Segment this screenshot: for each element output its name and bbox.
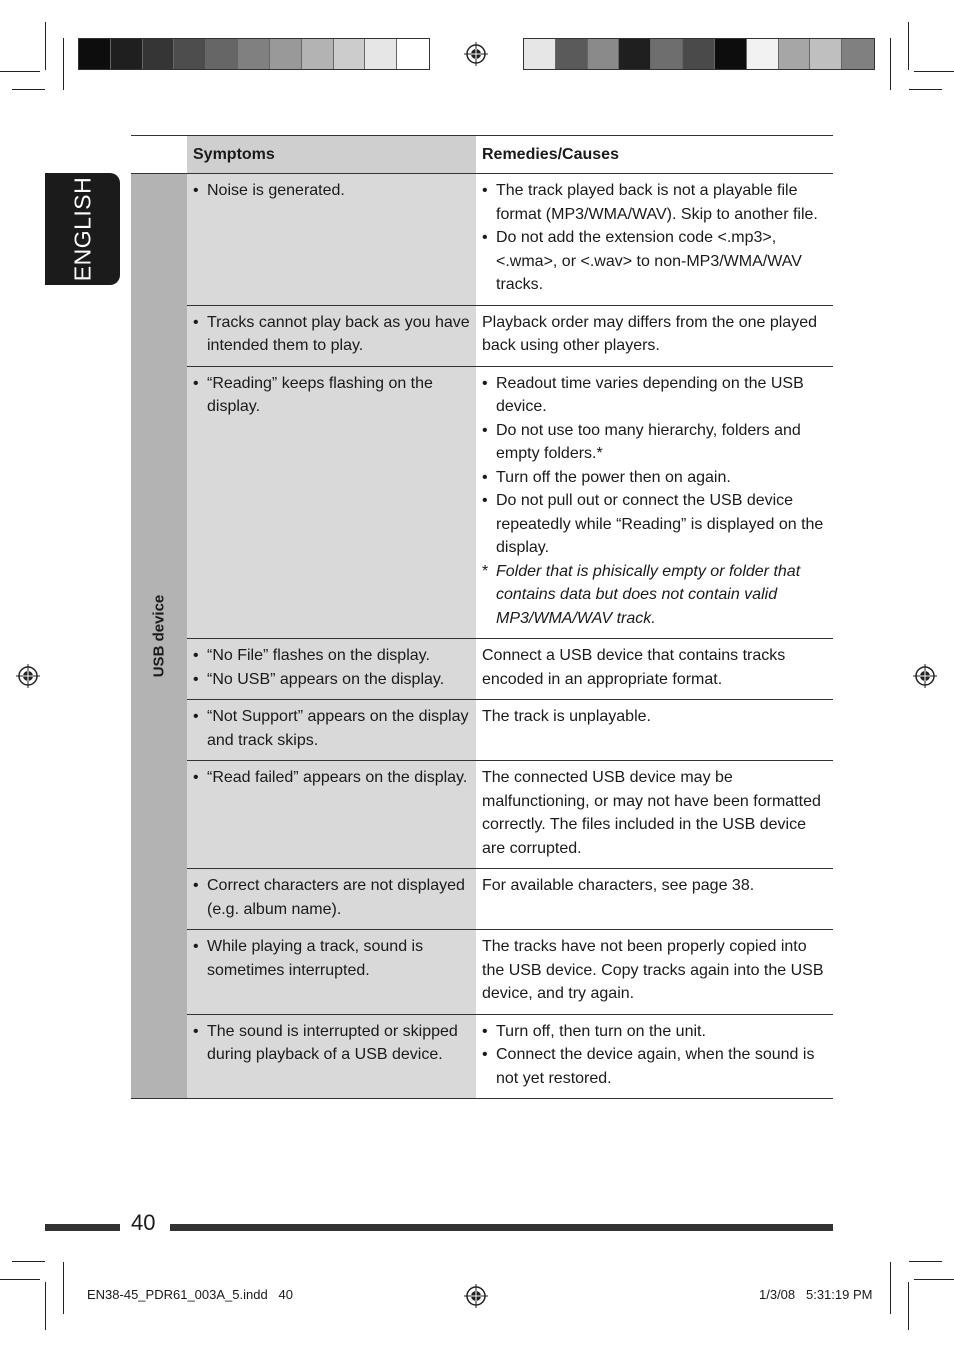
table-row: [187, 174, 833, 306]
remedy-cell: [476, 869, 833, 929]
symptom-item: • “Not Support” appears on the display and track skips.: [193, 705, 470, 752]
crop-mark: [0, 71, 40, 72]
crop-mark: [12, 89, 45, 90]
remedy-item: • Readout time varies depending on the USB device.: [482, 372, 827, 419]
crop-mark: [914, 71, 954, 72]
color-swatch: [334, 39, 366, 69]
symptom-item: • The sound is interrupted or skipped during playback of a USB device.: [193, 1020, 470, 1067]
color-swatch: [174, 39, 206, 69]
troubleshooting-table: [131, 135, 833, 1099]
remedy-cell: [476, 930, 833, 1014]
footnote-mark: *: [482, 562, 489, 580]
remedy-cell: [476, 1015, 833, 1099]
color-swatch: [810, 39, 842, 69]
table-rows: [187, 174, 833, 1098]
crop-mark: [0, 1279, 40, 1280]
remedy-item: • Turn off the power then on again.: [482, 466, 827, 490]
remedy-text: The tracks have not been properly copied into the USB device. Copy tracks again into the USB device, and try again.: [482, 938, 824, 1002]
symptom-cell: [187, 869, 476, 929]
color-calibration-bar-right: [523, 38, 875, 70]
remedy-item: • The track played back is not a playable file format (MP3/WMA/WAV). Skip to another file.: [482, 179, 827, 226]
symptom-item: • Tracks cannot play back as you have intended them to play.: [193, 311, 470, 358]
remedy-cell: [476, 639, 833, 699]
color-swatch: [206, 39, 238, 69]
color-swatch: [779, 39, 811, 69]
remedy-cell: [476, 367, 833, 639]
color-swatch: [747, 39, 779, 69]
language-tab-label: ENGLISH: [69, 176, 95, 282]
table-body: [131, 174, 833, 1099]
registration-mark-icon: [16, 664, 40, 688]
symptom-cell: [187, 639, 476, 699]
symptom-cell: [187, 1015, 476, 1099]
symptom-item: • “No USB” appears on the display.: [193, 668, 470, 692]
color-swatch: [556, 39, 588, 69]
color-swatch: [365, 39, 397, 69]
table-row: [187, 700, 833, 761]
color-swatch: [238, 39, 270, 69]
color-swatch: [588, 39, 620, 69]
color-swatch: [619, 39, 651, 69]
table-row: [187, 1015, 833, 1099]
header-symptoms: Symptoms: [187, 136, 476, 173]
header-blank-cell: [131, 136, 187, 173]
symptom-item: • “No File” flashes on the display.: [193, 644, 470, 668]
remedy-cell: [476, 700, 833, 760]
remedy-cell: [476, 174, 833, 305]
crop-mark: [12, 1261, 45, 1262]
color-swatch: [270, 39, 302, 69]
symptom-cell: [187, 367, 476, 639]
language-tab: [45, 173, 120, 285]
remedy-item: • Turn off, then turn on the unit.: [482, 1020, 827, 1044]
crop-mark: [63, 1262, 64, 1314]
symptom-item: • Noise is generated.: [193, 179, 470, 203]
crop-mark: [914, 1279, 954, 1280]
symptom-cell: [187, 761, 476, 868]
crop-mark: [45, 22, 46, 70]
remedy-text: Connect a USB device that contains tracks encoded in an appropriate format.: [482, 647, 786, 688]
color-calibration-bar-left: [78, 38, 430, 70]
color-swatch: [302, 39, 334, 69]
symptom-cell: [187, 174, 476, 305]
registration-mark-icon: [913, 664, 937, 688]
category-cell: [131, 174, 187, 1098]
footer-file-info: EN38-45_PDR61_003A_5.indd 40: [87, 1287, 293, 1302]
footer-date-info: 1/3/08 5:31:19 PM: [759, 1287, 873, 1302]
symptom-item: • Correct characters are not displayed (e.g. album name).: [193, 874, 470, 921]
header-remedies: Remedies/Causes: [476, 136, 833, 173]
footnote-text: Folder that is phisically empty or folder that contains data but does not contain valid MP3/WMA/WAV track.: [496, 562, 801, 627]
crop-mark: [909, 89, 942, 90]
registration-mark-icon: [464, 42, 488, 66]
remedy-text: Playback order may differs from the one played back using other players.: [482, 313, 817, 354]
remedy-text: The track is unplayable.: [482, 708, 651, 725]
symptom-cell: [187, 930, 476, 1014]
remedy-text: For available characters, see page 38.: [482, 877, 755, 894]
color-swatch: [715, 39, 747, 69]
crop-mark: [908, 1282, 909, 1330]
remedy-text: The connected USB device may be malfunctioning, or may not have been formatted correctly. The files included in the USB device are corrupted.: [482, 769, 821, 857]
crop-mark: [909, 1261, 942, 1262]
remedy-item: • Do not pull out or connect the USB device repeatedly while “Reading” is displayed on the display.: [482, 489, 827, 560]
remedy-cell: [476, 761, 833, 868]
registration-mark-icon: [464, 1284, 488, 1308]
remedy-item: • Connect the device again, when the sound is not yet restored.: [482, 1043, 827, 1090]
color-swatch: [143, 39, 175, 69]
color-swatch: [524, 39, 556, 69]
symptom-item: • “Reading” keeps flashing on the display.: [193, 372, 470, 419]
crop-mark: [890, 38, 891, 90]
remedy-footnote: [482, 560, 827, 631]
symptom-item: • “Read failed” appears on the display.: [193, 766, 470, 790]
symptom-cell: [187, 700, 476, 760]
remedy-cell: [476, 306, 833, 366]
table-header: [131, 135, 833, 174]
table-row: [187, 869, 833, 930]
table-row: [187, 639, 833, 700]
page-number: 40: [131, 1210, 156, 1235]
crop-mark: [890, 1262, 891, 1314]
page-bar-left: [45, 1224, 120, 1231]
color-swatch: [79, 39, 111, 69]
table-row: [187, 930, 833, 1015]
crop-mark: [63, 38, 64, 90]
color-swatch: [397, 39, 429, 69]
remedy-item: • Do not add the extension code <.mp3>, <.wma>, or <.wav> to non-MP3/WMA/WAV tracks.: [482, 226, 827, 297]
page-bar-right: [170, 1224, 833, 1231]
crop-mark: [45, 1282, 46, 1330]
table-row: [187, 306, 833, 367]
color-swatch: [683, 39, 715, 69]
color-swatch: [651, 39, 683, 69]
symptom-cell: [187, 306, 476, 366]
symptom-item: • While playing a track, sound is sometimes interrupted.: [193, 935, 470, 982]
remedy-item: • Do not use too many hierarchy, folders and empty folders.*: [482, 419, 827, 466]
table-row: [187, 367, 833, 640]
category-label: USB device: [150, 594, 168, 678]
table-row: [187, 761, 833, 869]
crop-mark: [908, 22, 909, 70]
color-swatch: [111, 39, 143, 69]
color-swatch: [842, 39, 874, 69]
